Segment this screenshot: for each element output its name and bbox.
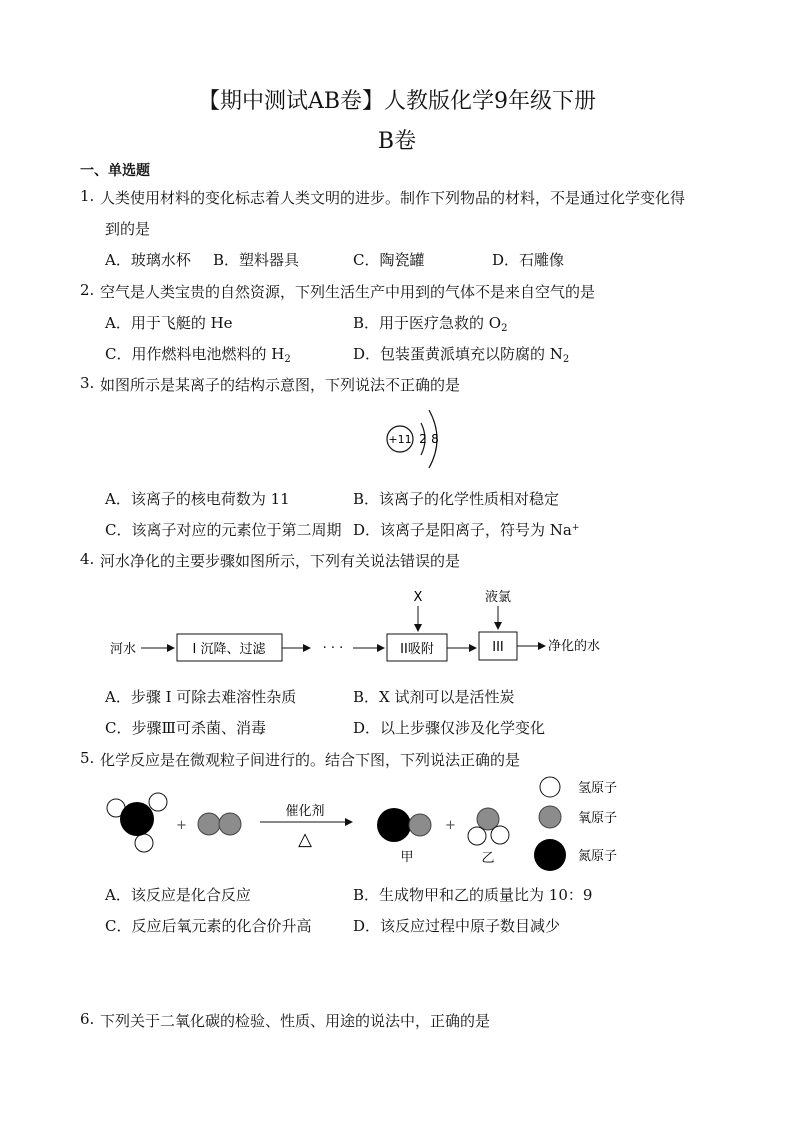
question-1-stem: 人类使用材料的变化标志着人类文明的进步。制作下列物品的材料，不是通过化学变化得 bbox=[100, 189, 686, 207]
nucleus-charge: +11 bbox=[388, 433, 412, 446]
question-5-number: 5. bbox=[80, 749, 95, 767]
input-river-water-label: 河水 bbox=[110, 642, 137, 657]
question-2-option-a[interactable]: A．用于飞艇的 He bbox=[105, 314, 233, 332]
reagent-x-label: X bbox=[413, 590, 423, 605]
hydrogen-atom bbox=[149, 793, 167, 811]
ion-structure-diagram bbox=[375, 398, 455, 476]
question-6-number: 6. bbox=[80, 1010, 95, 1028]
reactant-molecule-2 bbox=[198, 813, 241, 835]
question-3-option-a[interactable]: A．该离子的核电荷数为 11 bbox=[105, 490, 290, 508]
nitrogen-atom bbox=[377, 808, 411, 842]
question-5-option-b[interactable]: B．生成物甲和乙的质量比为 10：9 bbox=[353, 886, 593, 904]
output-purified-water-label: 净化的水 bbox=[548, 639, 601, 654]
question-4-option-c[interactable]: C．步骤Ⅲ可杀菌、消毒 bbox=[105, 719, 266, 737]
oxygen-atom bbox=[409, 814, 431, 836]
step3-label: III bbox=[492, 640, 504, 655]
step1-label: I 沉降、过滤 bbox=[192, 642, 266, 657]
question-5-option-a[interactable]: A．该反应是化合反应 bbox=[105, 886, 251, 904]
product-molecule-b bbox=[468, 808, 509, 845]
atom-legend bbox=[534, 777, 617, 871]
water-purification-diagram bbox=[105, 582, 625, 672]
oxygen-atom bbox=[219, 813, 241, 835]
nitrogen-atom bbox=[120, 802, 154, 836]
ellipsis-dots: · · · bbox=[322, 641, 344, 656]
question-2-option-c[interactable]: C．用作燃料电池燃料的 $H_2$ bbox=[105, 345, 291, 365]
legend-nitrogen-label: 氮原子 bbox=[578, 849, 618, 864]
legend-nitrogen-swatch bbox=[534, 839, 566, 871]
question-3-number: 3. bbox=[80, 374, 95, 392]
legend-hydrogen-swatch bbox=[540, 777, 560, 797]
question-1-number: 1. bbox=[80, 187, 95, 205]
section-label: 一、单选题 bbox=[80, 163, 150, 179]
step2-label: II吸附 bbox=[400, 642, 434, 657]
question-3-option-d[interactable]: D．该离子是阳离子，符号为 Na+ bbox=[353, 521, 580, 539]
product-molecule-a bbox=[377, 808, 431, 842]
legend-hydrogen-label: 氢原子 bbox=[578, 781, 618, 796]
catalyst-label: 催化剂 bbox=[285, 804, 325, 819]
question-4-option-b[interactable]: B．X 试剂可以是活性炭 bbox=[353, 688, 515, 706]
shell-1-electrons: 2 bbox=[419, 432, 427, 446]
legend-oxygen-swatch bbox=[539, 806, 561, 828]
reactant-molecule-1 bbox=[107, 793, 167, 852]
oxygen-atom bbox=[198, 813, 220, 835]
question-4-option-d[interactable]: D．以上步骤仅涉及化学变化 bbox=[353, 719, 546, 737]
plus-sign-2: + bbox=[445, 818, 456, 833]
question-2-stem: 空气是人类宝贵的自然资源，下列生活生产中用到的气体不是来自空气的是 bbox=[100, 283, 596, 301]
question-4-number: 4. bbox=[80, 550, 95, 568]
page-subtitle: B卷 bbox=[377, 129, 417, 154]
question-5-option-c[interactable]: C．反应后氧元素的化合价升高 bbox=[105, 917, 312, 935]
product-a-label: 甲 bbox=[400, 850, 414, 865]
plus-sign-1: + bbox=[176, 818, 187, 833]
question-1-stem-cont: 到的是 bbox=[105, 220, 151, 238]
page-title: 【期中测试AB卷】人教版化学9年级下册 bbox=[197, 89, 597, 114]
hydrogen-atom bbox=[491, 826, 509, 844]
question-4-option-a[interactable]: A．步骤 I 可除去难溶性杂质 bbox=[105, 688, 297, 706]
legend-oxygen-label: 氧原子 bbox=[578, 811, 618, 826]
question-1-option-a[interactable]: A．玻璃水杯 bbox=[105, 251, 191, 269]
question-2-option-b[interactable]: B．用于医疗急救的 $O_2$ bbox=[353, 314, 508, 334]
question-3-stem: 如图所示是某离子的结构示意图，下列说法不正确的是 bbox=[100, 376, 461, 394]
question-3-option-b[interactable]: B．该离子的化学性质相对稳定 bbox=[353, 490, 560, 508]
question-4-stem: 河水净化的主要步骤如图所示，下列有关说法错误的是 bbox=[100, 552, 461, 570]
heating-symbol: △ bbox=[298, 829, 312, 850]
question-1-option-c[interactable]: C．陶瓷罐 bbox=[353, 251, 425, 269]
shell-2-electrons: 8 bbox=[431, 432, 439, 446]
question-5-stem: 化学反应是在微观粒子间进行的。结合下图，下列说法正确的是 bbox=[100, 751, 521, 769]
question-5-option-d[interactable]: D．该反应过程中原子数目减少 bbox=[353, 917, 561, 935]
hydrogen-atom bbox=[135, 834, 153, 852]
question-2-number: 2. bbox=[80, 281, 95, 299]
hydrogen-atom bbox=[468, 827, 486, 845]
question-1-option-b[interactable]: B．塑料器具 bbox=[213, 251, 300, 269]
liquid-chlorine-label: 液氯 bbox=[484, 590, 512, 605]
product-b-label: 乙 bbox=[481, 851, 495, 866]
question-3-option-c[interactable]: C．该离子对应的元素位于第二周期 bbox=[105, 521, 342, 539]
reaction-diagram bbox=[100, 772, 640, 878]
question-1-option-d[interactable]: D．石雕像 bbox=[492, 251, 565, 269]
question-2-option-d[interactable]: D．包装蛋黄派填充以防腐的 $N_2$ bbox=[353, 345, 570, 365]
question-6-stem: 下列关于二氧化碳的检验、性质、用途的说法中，正确的是 bbox=[100, 1012, 491, 1030]
